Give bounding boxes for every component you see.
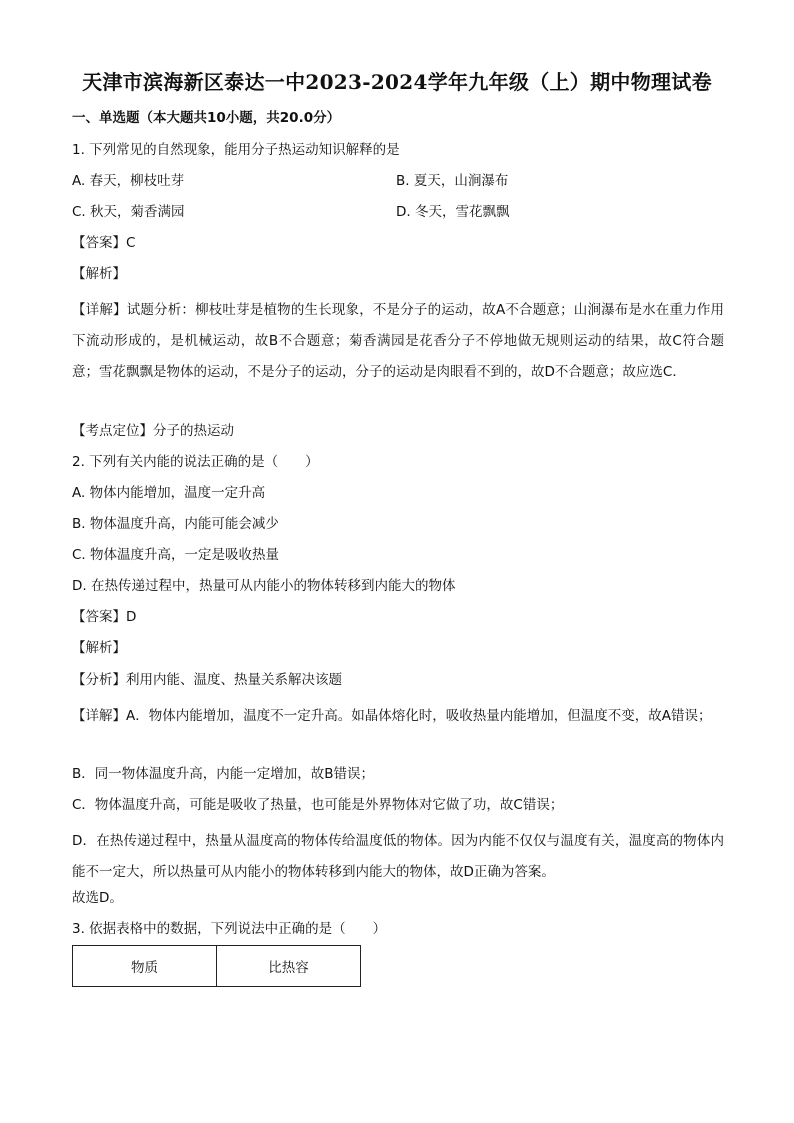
question-2-stem: 2. 下列有关内能的说法正确的是（ ）	[72, 454, 319, 470]
q2-option-a: A. 物体内能增加，温度一定升高	[72, 485, 266, 501]
q2-detail: 【详解】A．物体内能增加，温度不一定升高。如晶体熔化时，吸收热量内能增加，但温度不变，故A错误；	[72, 708, 712, 724]
q2-option-b: B. 物体温度升高，内能可能会减少	[72, 516, 279, 532]
q2-line-b: B．同一物体温度升高，内能一定增加，故B错误；	[72, 766, 375, 782]
question-1-stem: 1. 下列常见的自然现象，能用分子热运动知识解释的是	[72, 142, 400, 158]
table-header-substance: 物质	[73, 946, 217, 987]
specific-heat-table	[72, 945, 361, 987]
q2-conclusion: 故选D。	[72, 890, 123, 906]
table-header-row	[73, 946, 361, 987]
section-heading: 一、单选题（本大题共10小题，共20.0分）	[72, 110, 341, 126]
question-3-stem: 3. 依据表格中的数据，下列说法中正确的是（ ）	[72, 921, 387, 937]
q1-detail: 【详解】试题分析：柳枝吐芽是植物的生长现象，不是分子的运动，故A不合题意；山涧瀑布是水在重力作用下流动形成的，是机械运动，故B不合题意；菊香满园是花香分子不停地做无规则运动的结果，故C符合题意；雪花飘飘是物体的运动，不是分子的运动，分子的运动是肉眼看不到的，故D不合题意；故应选C．	[72, 302, 724, 380]
page-title: 天津市滨海新区泰达一中2023-2024学年九年级（上）期中物理试卷	[82, 70, 712, 94]
q2-line-d: D．在热传递过程中，热量从温度高的物体传给温度低的物体。因为内能不仅仅与温度有关，温度高的物体内能不一定大，所以热量可从内能小的物体转移到内能大的物体，故D正确为答案。	[72, 833, 724, 880]
q2-option-c: C. 物体温度升高，一定是吸收热量	[72, 547, 280, 563]
q2-option-d: D. 在热传递过程中，热量可从内能小的物体转移到内能大的物体	[72, 578, 456, 594]
q1-option-a: A. 春天，柳枝吐芽	[72, 173, 185, 189]
table-header-specific-heat: 比热容	[217, 946, 361, 987]
q2-answer: 【答案】D	[72, 609, 137, 625]
q1-analysis-label: 【解析】	[72, 266, 126, 282]
q2-analysis-label: 【解析】	[72, 640, 126, 656]
q1-option-b: B. 夏天，山涧瀑布	[396, 173, 509, 189]
q2-line-c: C．物体温度升高，可能是吸收了热量，也可能是外界物体对它做了功，故C错误；	[72, 797, 564, 813]
q1-option-c: C. 秋天，菊香满园	[72, 204, 185, 220]
q2-fenxi: 【分析】利用内能、温度、热量关系解决该题	[72, 672, 342, 688]
q1-answer: 【答案】C	[72, 235, 136, 251]
q1-point: 【考点定位】分子的热运动	[72, 423, 234, 439]
q1-option-d: D. 冬天，雪花飘飘	[396, 204, 510, 220]
